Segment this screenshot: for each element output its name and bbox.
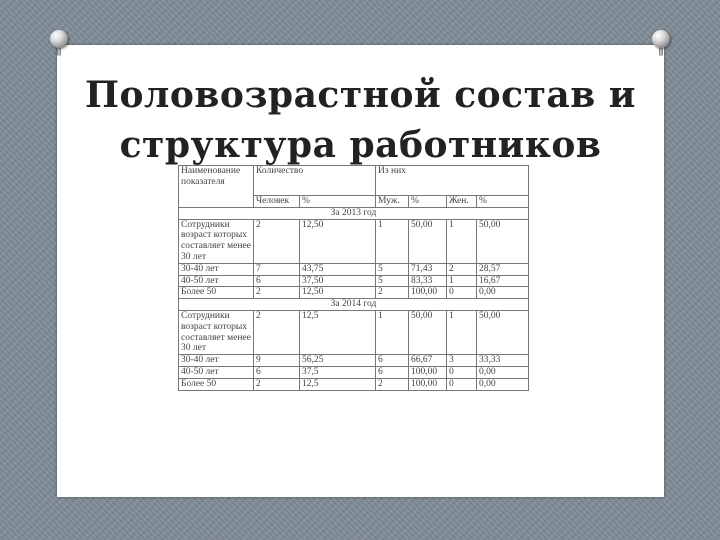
male-pct-cell: 100,00 xyxy=(409,287,447,299)
subheader-pct: % xyxy=(300,196,376,208)
male-cell: 2 xyxy=(376,287,409,299)
people-cell: 2 xyxy=(254,378,300,390)
section-row xyxy=(179,299,529,311)
people-cell: 2 xyxy=(254,287,300,299)
female-cell: 1 xyxy=(447,219,477,263)
female-cell: 3 xyxy=(447,355,477,367)
pct-cell: 56,25 xyxy=(300,355,376,367)
pushpin-icon xyxy=(652,30,670,56)
table-row xyxy=(179,275,529,287)
male-cell: 6 xyxy=(376,355,409,367)
section-row xyxy=(179,207,529,219)
slide-title: Половозрастной состав и структура работников xyxy=(85,74,636,166)
row-name-cell: Сотрудники возраст которых составляет менее 30 лет xyxy=(179,219,254,263)
female-cell: 1 xyxy=(447,275,477,287)
subheader-female: Жен. xyxy=(447,196,477,208)
staff-table-container xyxy=(178,165,528,391)
female-pct-cell: 50,00 xyxy=(477,219,529,263)
female-cell: 0 xyxy=(447,287,477,299)
female-pct-cell: 0,00 xyxy=(477,366,529,378)
subheader-male-pct: % xyxy=(409,196,447,208)
people-cell: 2 xyxy=(254,219,300,263)
header-of-them-cell: Из них xyxy=(376,166,529,196)
table-row xyxy=(179,366,529,378)
people-cell: 2 xyxy=(254,310,300,354)
table-row xyxy=(179,219,529,263)
male-cell: 1 xyxy=(376,219,409,263)
male-cell: 5 xyxy=(376,275,409,287)
table-row xyxy=(179,378,529,390)
staff-table xyxy=(178,165,529,391)
male-pct-cell: 50,00 xyxy=(409,219,447,263)
row-name-cell: 30-40 лет xyxy=(179,355,254,367)
male-pct-cell: 83,33 xyxy=(409,275,447,287)
female-pct-cell: 33,33 xyxy=(477,355,529,367)
row-name-cell: Более 50 xyxy=(179,378,254,390)
row-name-cell: Сотрудники возраст которых составляет менее 30 лет xyxy=(179,310,254,354)
subheader-people: Человек xyxy=(254,196,300,208)
pct-cell: 43,75 xyxy=(300,263,376,275)
female-pct-cell: 0,00 xyxy=(477,378,529,390)
subheader-male: Муж. xyxy=(376,196,409,208)
male-cell: 5 xyxy=(376,263,409,275)
female-cell: 0 xyxy=(447,378,477,390)
subheader-female-pct: % xyxy=(477,196,529,208)
pct-cell: 12,5 xyxy=(300,310,376,354)
female-cell: 2 xyxy=(447,263,477,275)
female-pct-cell: 28,57 xyxy=(477,263,529,275)
people-cell: 6 xyxy=(254,275,300,287)
header-name-cell: Наименование показателя xyxy=(179,166,254,208)
male-pct-cell: 100,00 xyxy=(409,378,447,390)
male-pct-cell: 50,00 xyxy=(409,310,447,354)
pct-cell: 12,50 xyxy=(300,219,376,263)
female-pct-cell: 16,67 xyxy=(477,275,529,287)
table-row xyxy=(179,310,529,354)
male-pct-cell: 100,00 xyxy=(409,366,447,378)
male-pct-cell: 71,43 xyxy=(409,263,447,275)
pushpin-icon xyxy=(50,30,68,56)
header-qty-cell: Количество xyxy=(254,166,376,196)
male-pct-cell: 66,67 xyxy=(409,355,447,367)
section-label: За 2013 год xyxy=(179,207,529,219)
table-header-row xyxy=(179,166,529,196)
row-name-cell: Более 50 xyxy=(179,287,254,299)
female-pct-cell: 0,00 xyxy=(477,287,529,299)
table-row xyxy=(179,263,529,275)
table-row xyxy=(179,355,529,367)
female-pct-cell: 50,00 xyxy=(477,310,529,354)
female-cell: 1 xyxy=(447,310,477,354)
row-name-cell: 30-40 лет xyxy=(179,263,254,275)
pct-cell: 12,5 xyxy=(300,378,376,390)
female-cell: 0 xyxy=(447,366,477,378)
male-cell: 2 xyxy=(376,378,409,390)
pct-cell: 37,50 xyxy=(300,275,376,287)
people-cell: 6 xyxy=(254,366,300,378)
pct-cell: 37,5 xyxy=(300,366,376,378)
male-cell: 1 xyxy=(376,310,409,354)
people-cell: 7 xyxy=(254,263,300,275)
people-cell: 9 xyxy=(254,355,300,367)
row-name-cell: 40-50 лет xyxy=(179,275,254,287)
male-cell: 6 xyxy=(376,366,409,378)
row-name-cell: 40-50 лет xyxy=(179,366,254,378)
table-row xyxy=(179,287,529,299)
pct-cell: 12,50 xyxy=(300,287,376,299)
section-label: За 2014 год xyxy=(179,299,529,311)
